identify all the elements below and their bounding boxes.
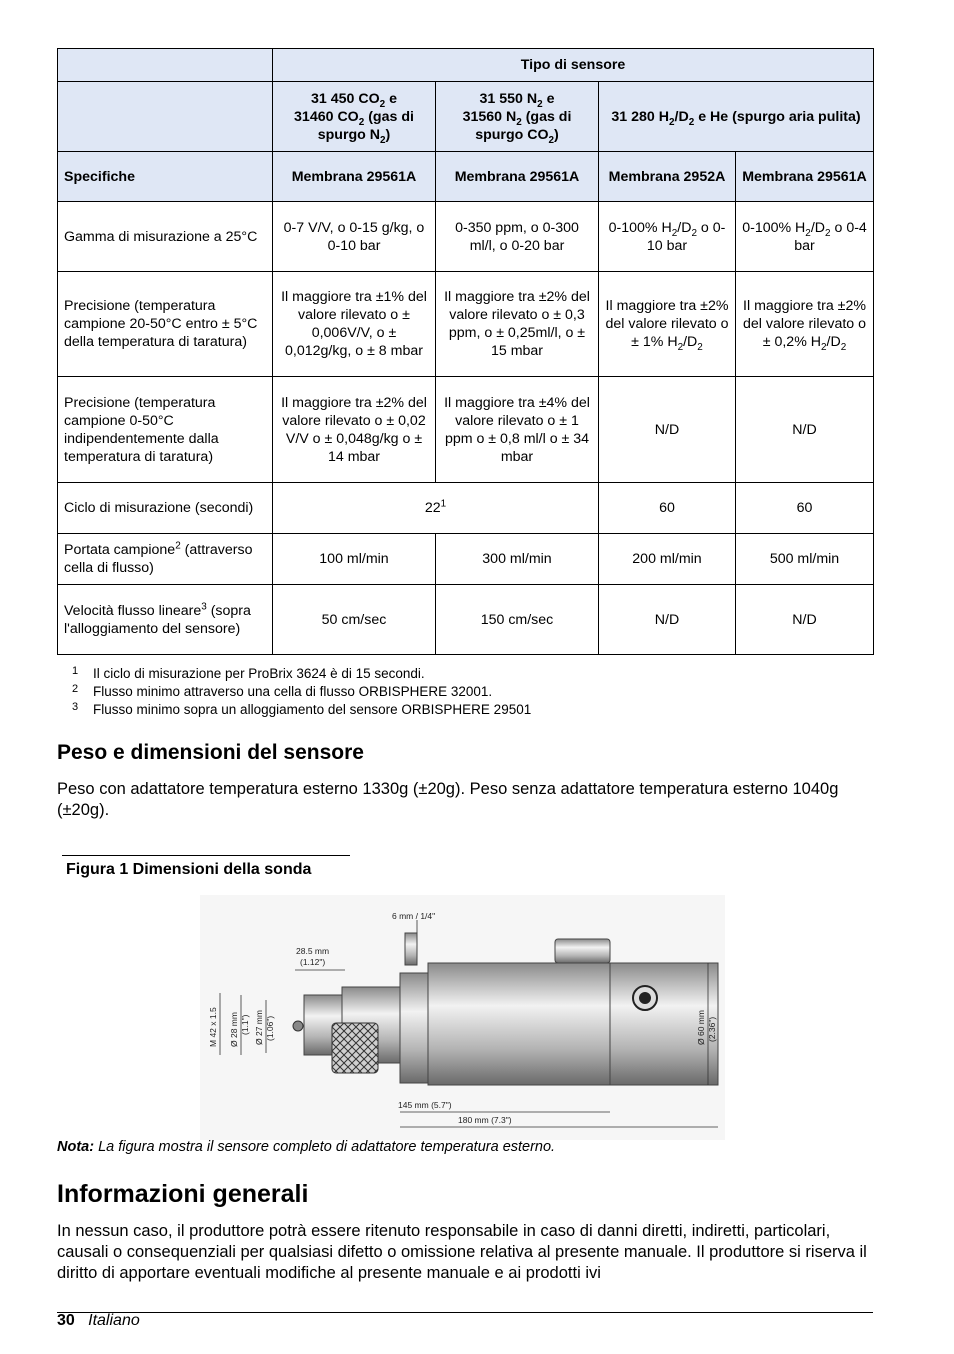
- row-label: Precisione (temperatura campione 20-50°C entro ± 5°C della temperatura di taratura): [58, 272, 273, 377]
- dim-label: 28.5 mm: [296, 946, 330, 956]
- table-cell: Il maggiore tra ±2% del valore rilevato o ± 0,02 V/V o ± 0,048g/kg o ± 14 mbar: [273, 377, 436, 483]
- table-cell: 300 ml/min: [436, 534, 599, 585]
- page-footer: [57, 1312, 140, 1330]
- footnote: 2 Flusso minimo attraverso una cella di flusso ORBISPHERE 32001.: [72, 683, 493, 699]
- sensor-type-header: Tipo di sensore: [273, 49, 874, 82]
- table-cell: Il maggiore tra ±4% del valore rilevato o ± 1 ppm o ± 0,8 ml/l o ± 34 mbar: [436, 377, 599, 483]
- table-cell: Il maggiore tra ±2% del valore rilevato o ± 0,3 ppm, o ± 0,25ml/l, o ± 15 mbar: [436, 272, 599, 377]
- row-label: Portata campione$^2$ (attraverso cella di flusso): [58, 534, 273, 585]
- spec-label: Specifiche: [58, 152, 273, 202]
- collar: [400, 973, 428, 1083]
- dim-label: M 42 x 1.5: [208, 1007, 218, 1047]
- table-row: [58, 534, 874, 585]
- row-label: Velocità flusso lineare$^3$ (sopra l'alloggiamento del sensore): [58, 585, 273, 655]
- page-number: 30: [57, 1312, 75, 1329]
- table-row: [58, 483, 874, 534]
- footer-rule: [57, 1312, 873, 1313]
- screw: [293, 1021, 303, 1031]
- table-cell: 150 cm/sec: [436, 585, 599, 655]
- dim-label: (1.12"): [300, 957, 326, 967]
- table-cell: 100 ml/min: [273, 534, 436, 585]
- row-label: Gamma di misurazione a 25°C: [58, 202, 273, 272]
- table-row: [58, 272, 874, 377]
- table-row: [58, 202, 874, 272]
- sensor-group-n2: 31 550 $N_2$ e 31560 $N_2$ (gas di spurgo $CO_2$): [436, 82, 599, 152]
- row-label: Ciclo di misurazione (secondi): [58, 483, 273, 534]
- section-title-weight: Peso e dimensioni del sensore: [57, 741, 364, 764]
- header-blank: [58, 49, 273, 82]
- figure-note: Nota: La figura mostra il sensore completo di adattatore temperatura esterno.: [57, 1139, 556, 1155]
- connector-pin-icon: [639, 992, 651, 1004]
- membrane-cell: Membrana 29561A: [436, 152, 599, 202]
- table-cell: 0-100% $H_2/D_2$ o 0-4 bar: [736, 202, 874, 272]
- table-cell: N/D: [736, 585, 874, 655]
- table-cell: $22^1$: [273, 483, 599, 534]
- dim-label: Ø 28 mm: [229, 1012, 239, 1047]
- header-blank: [58, 82, 273, 152]
- sensor-group-h2: 31 280 $H_2/D_2$ e He (spurgo aria pulita): [599, 82, 874, 152]
- table-cell: 200 ml/min: [599, 534, 736, 585]
- dim-label: (2.36"): [707, 1016, 717, 1042]
- dim-label: (1.06"): [265, 1015, 275, 1041]
- general-paragraph: In nessun caso, il produttore potrà essere ritenuto responsabile in caso di danni diretti, indiretti, particolari, causali o consequenziali per qualsiasi difetto o omissione relativa al presente manuale. Il produttore si riserva il diritto di apportare eventuali modifiche al presente manuale e ai prodotti ivi: [57, 1222, 867, 1282]
- table-row: [58, 585, 874, 655]
- table-row: [58, 377, 874, 483]
- probe-dimension-drawing: [200, 895, 725, 1140]
- table-cell: Il maggiore tra ±1% del valore rilevato o ± 0,006V/V, o ± 0,012g/kg, o ± 8 mbar: [273, 272, 436, 377]
- table-cell: 0-100% $H_2/D_2$ o 0-10 bar: [599, 202, 736, 272]
- table-cell: N/D: [599, 585, 736, 655]
- dim-label: Ø 27 mm: [254, 1010, 264, 1045]
- knurled-ring: [332, 1023, 378, 1073]
- membrane-cell: Membrana 29561A: [273, 152, 436, 202]
- footnote: 3 Flusso minimo sopra un alloggiamento del sensore ORBISPHERE 29501: [72, 701, 532, 717]
- row-label: Precisione (temperatura campione 0-50°C indipendentemente dalla temperatura di taratura): [58, 377, 273, 483]
- dim-label: 180 mm (7.3"): [458, 1115, 512, 1125]
- figure-rule: [62, 855, 350, 856]
- table-cell: 60: [736, 483, 874, 534]
- table-cell: N/D: [599, 377, 736, 483]
- table-cell: N/D: [736, 377, 874, 483]
- membrane-cell: Membrana 29561A: [736, 152, 874, 202]
- dim-label: 6 mm / 1/4": [392, 911, 436, 921]
- weight-paragraph: Peso con adattatore temperatura esterno 1330g (±20g). Peso senza adattatore temperatura esterno 1040g (±20g).: [57, 780, 839, 819]
- table-cell: Il maggiore tra ±2% del valore rilevato o ± 0,2% $H_2/D_2$: [736, 272, 874, 377]
- table-cell: 50 cm/sec: [273, 585, 436, 655]
- dim-label: (1.1"): [240, 1014, 250, 1035]
- table-cell: Il maggiore tra ±2% del valore rilevato o ± 1% $H_2/D_2$: [599, 272, 736, 377]
- table-cell: 0-350 ppm, o 0-300 ml/l, o 0-20 bar: [436, 202, 599, 272]
- fitting: [405, 933, 417, 965]
- figure-caption: Figura 1 Dimensioni della sonda: [66, 861, 312, 878]
- main-housing: [428, 963, 610, 1085]
- footnote: 1 Il ciclo di misurazione per ProBrix 3624 è di 15 secondi.: [72, 665, 425, 681]
- dim-label: 145 mm (5.7"): [398, 1100, 452, 1110]
- specifications-table: [57, 48, 874, 655]
- footer-language: Italiano: [88, 1312, 140, 1329]
- table-cell: 60: [599, 483, 736, 534]
- table-cell: 0-7 V/V, o 0-15 g/kg, o 0-10 bar: [273, 202, 436, 272]
- sensor-group-co2: 31 450 $CO_2$ e 31460 $CO_2$ (gas di spurgo $N_2$): [273, 82, 436, 152]
- top-boss: [555, 939, 610, 963]
- dim-label: Ø 60 mm: [696, 1010, 706, 1045]
- table-cell: 500 ml/min: [736, 534, 874, 585]
- section-title-general: Informazioni generali: [57, 1180, 309, 1208]
- membrane-cell: Membrana 2952A: [599, 152, 736, 202]
